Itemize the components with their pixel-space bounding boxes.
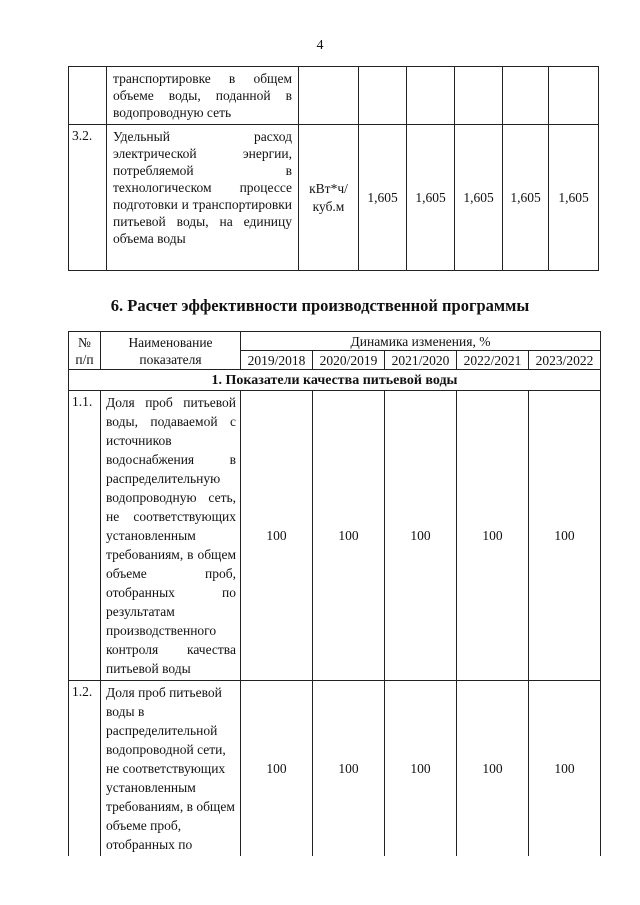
value-cell [407, 67, 455, 125]
unit-cell: кВт*ч/ куб.м [299, 125, 359, 271]
header-year: 2021/2020 [385, 351, 457, 370]
row-number: 1.2. [69, 681, 101, 857]
row-number [69, 67, 107, 125]
value-cell: 1,605 [549, 125, 599, 271]
row-number: 1.1. [69, 391, 101, 681]
value-cell: 100 [313, 681, 385, 857]
value-cell: 1,605 [407, 125, 455, 271]
value-cell: 1,605 [455, 125, 503, 271]
value-cell: 100 [457, 681, 529, 857]
header-num: № п/п [69, 332, 101, 370]
indicator-name: транспортировке в общем объеме воды, поданной в водопроводную сеть [107, 67, 299, 125]
value-cell [455, 67, 503, 125]
row-number: 3.2. [69, 125, 107, 271]
value-cell: 100 [385, 681, 457, 857]
value-cell [359, 67, 407, 125]
value-cell: 100 [529, 681, 601, 857]
value-cell: 100 [457, 391, 529, 681]
group-row [69, 370, 601, 391]
table-row [69, 125, 599, 271]
production-indicators-table [68, 66, 599, 271]
value-cell: 1,605 [359, 125, 407, 271]
value-cell: 1,605 [503, 125, 549, 271]
header-year: 2019/2018 [241, 351, 313, 370]
table-row [69, 67, 599, 125]
indicator-name: Доля проб питьевой воды, подаваемой с источников водоснабжения в распределительную водопроводную сеть, не соответствующих установленным требованиям, в общем объеме проб, отобранных по результатам производственного контроля качества питьевой воды [101, 391, 241, 681]
header-row [69, 332, 601, 351]
header-year: 2020/2019 [313, 351, 385, 370]
value-cell [549, 67, 599, 125]
section-title: 6. Расчет эффективности производственной программы [110, 296, 530, 315]
value-cell [503, 67, 549, 125]
value-cell: 100 [529, 391, 601, 681]
value-cell: 100 [241, 681, 313, 857]
efficiency-table [68, 331, 601, 856]
page-number: 4 [316, 38, 324, 53]
unit-cell [299, 67, 359, 125]
group-title: 1. Показатели качества питьевой воды [69, 370, 601, 391]
value-cell: 100 [385, 391, 457, 681]
header-dynamics: Динамика изменения, % [241, 332, 601, 351]
header-year: 2022/2021 [457, 351, 529, 370]
indicator-name: Доля проб питьевой воды в распределительной водопроводной сети, не соответствующих установленным требованиям, в общем объеме проб, отобранных по [101, 681, 241, 857]
header-name: Наименование показателя [101, 332, 241, 370]
header-year: 2023/2022 [529, 351, 601, 370]
value-cell: 100 [241, 391, 313, 681]
table-row [69, 681, 601, 857]
value-cell: 100 [313, 391, 385, 681]
indicator-name: Удельный расход электрической энергии, потребляемой в технологическом процессе подготовки и транспортировки питьевой воды, на единицу объема воды [107, 125, 299, 271]
table-row [69, 391, 601, 681]
